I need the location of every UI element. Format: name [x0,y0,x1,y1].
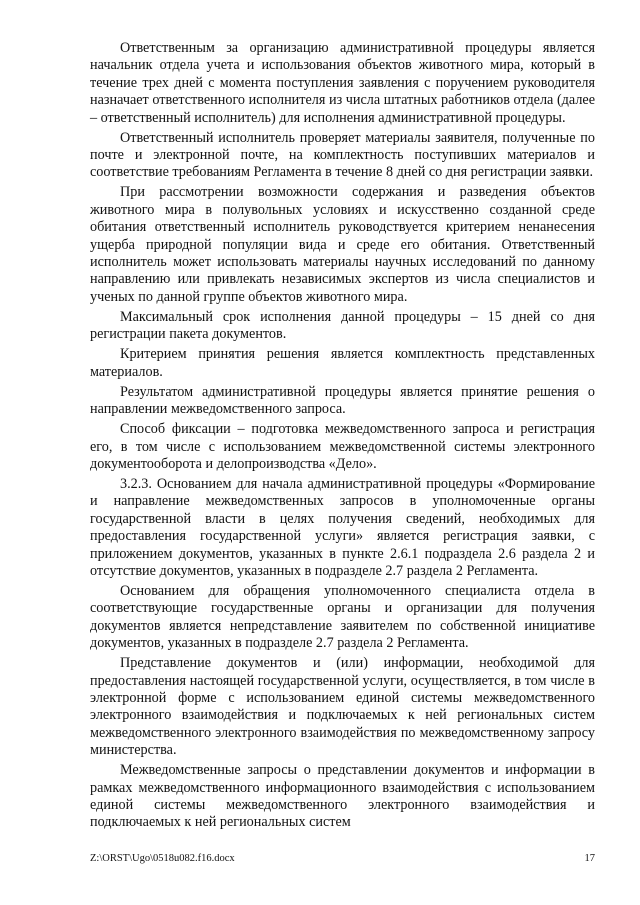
paragraph-fixation-method: Способ фиксации – подготовка межведомственного запроса и регистрация его, в том числе с использованием межведомственной системы электронного документооборота и делопроизводства «Дело». [90,421,595,472]
paragraph-responsible-organizer: Ответственным за организацию административной процедуры является начальник отдела учета и использования объектов животного мира, который в течение трех дней с момента поступления заявления с поручением руководителя назначает ответственного исполнителя из числа штатных работников отдела (далее – ответственный исполнитель) для исполнения административной процедуры. [90,40,595,126]
paragraph-interagency-requests: Межведомственные запросы о представлении документов и информации в рамках межведомственного информационного взаимодействия с использованием единой системы межведомственного электронного взаимодействия и подключаемых к ней региональных систем [90,762,595,831]
paragraph-max-term: Максимальный срок исполнения данной процедуры – 15 дней со дня регистрации пакета документов. [90,308,595,343]
paragraph-review-criteria: При рассмотрении возможности содержания и разведения объектов животного мира в полувольных условиях и искусственно созданной среде обитания ответственный исполнитель руководствуется критерием ненанесения ущерба природной популяции вида и среде его обитания. Ответственный исполнитель может использовать материалы научных исследований по данному направлению или привлекать независимых экспертов из числа специалистов и ученых по данной группе объектов животного мира. [90,184,595,305]
paragraph-request-grounds: Основанием для обращения уполномоченного специалиста отдела в соответствующие государственные органы и организации для получения документов является непредставление заявителем по собственной инициативе документов, указанных в подразделе 2.7 раздела 2 Регламента. [90,582,595,652]
paragraph-procedure-result: Результатом административной процедуры является принятие решения о направлении межведомственного запроса. [90,383,595,418]
page-footer [90,852,595,866]
document-body [90,40,595,834]
page-number: 17 [584,853,595,864]
paragraph-decision-criterion: Критерием принятия решения является комплектность представленных материалов. [90,346,595,380]
paragraph-document-submission: Представление документов и (или) информации, необходимой для предоставления настоящей государственной услуги, осуществляется, в том числе в электронной форме с использованием единой системы межведомственного электронного взаимодействия и подключаемых к ней региональных систем межведомственного электронного взаимодействия по межведомственному запросу министерства. [90,655,595,759]
paragraph-executor-check: Ответственный исполнитель проверяет материалы заявителя, полученные по почте и электронной почте, на комплектность поступивших материалов и соответствие требованиям Регламента в течение 8 дней со дня регистрации заявки. [90,129,595,181]
footer-file-path: Z:\ORST\Ugo\0518u082.f16.docx [90,853,235,864]
paragraph-section-3-2-3: 3.2.3. Основанием для начала административной процедуры «Формирование и направление межведомственных запросов в уполномоченные органы государственной власти в целях получения сведений, необходимых для предоставления государственной услуги» является регистрация заявки, с приложением документов, указанных в пункте 2.6.1 подраздела 2.6 раздела 2 и отсутствие документов, указанных в подразделе 2.7 раздела 2 Регламента. [90,475,595,579]
